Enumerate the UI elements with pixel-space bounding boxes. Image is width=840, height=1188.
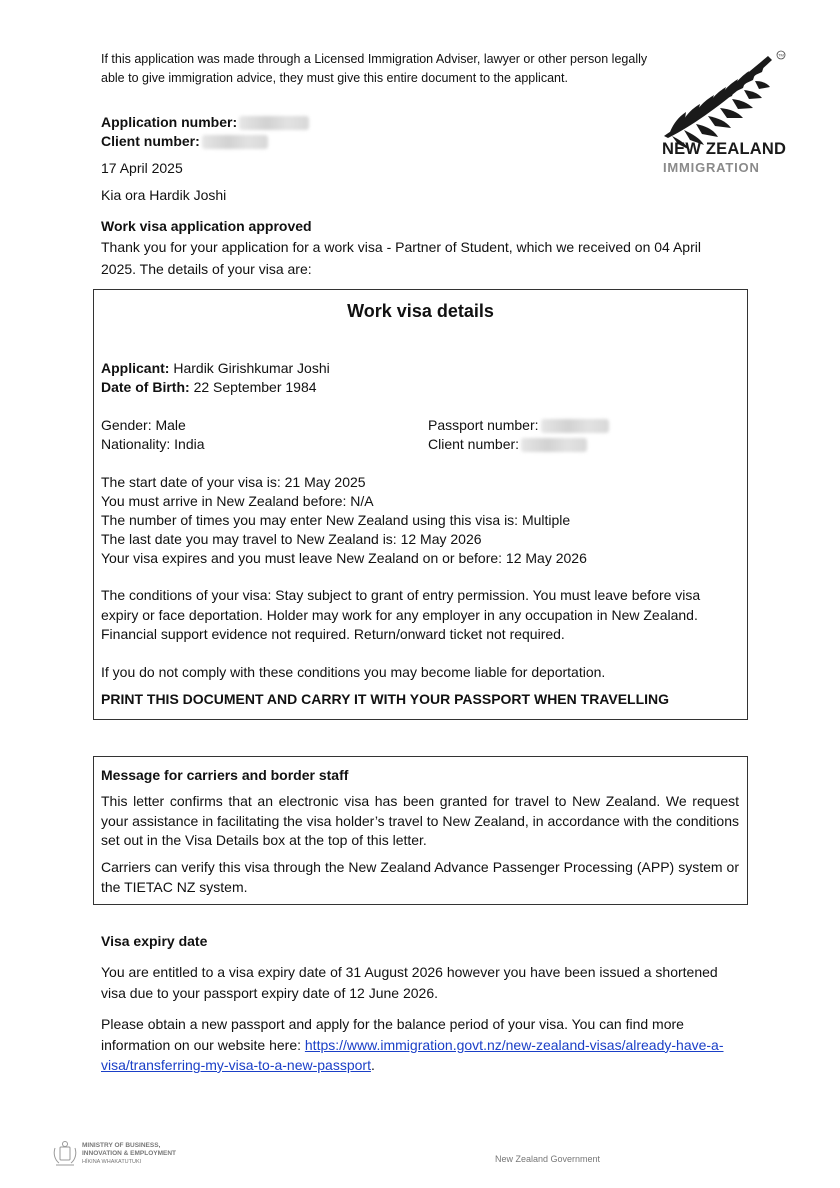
approval-heading: Work visa application approved: [101, 218, 312, 234]
print-notice: PRINT THIS DOCUMENT AND CARRY IT WITH YOUR PASSPORT WHEN TRAVELLING: [101, 691, 670, 707]
mbie-line-2: INNOVATION & EMPLOYMENT: [82, 1150, 177, 1157]
visa-client-number: Client number:: [428, 434, 587, 454]
redacted-passport-number: [541, 419, 609, 433]
nz-government-logo: New Zealand Government: [495, 1154, 601, 1164]
client-number: Client number:: [101, 131, 268, 151]
intro-notice: If this application was made through a Licensed Immigration Adviser, lawyer or other person legally able to give immigration advice, they must give this entire document to the applicant.: [101, 52, 648, 85]
approval-body: Thank you for your application for a work visa - Partner of Student, which we received on 04 April 2025. The details of your visa are:: [101, 239, 701, 277]
arrive-before: You must arrive in New Zealand before: N/A: [101, 493, 374, 509]
number-of-entries: The number of times you may enter New Zealand using this visa is: Multiple: [101, 512, 571, 528]
logo-new-zealand: NEW ZEALAND: [662, 140, 787, 158]
passport-transfer-link[interactable]: https://www.immigration.govt.nz/new-zealand-visas/already-have-a-visa/transferring-my-visa-to-a-new-passport: [101, 1036, 724, 1073]
visa-start-date: The start date of your visa is: 21 May 2025: [101, 474, 366, 490]
redacted-visa-client-number: [521, 438, 587, 452]
greeting: Kia ora Hardik Joshi: [101, 187, 227, 203]
application-number: Application number:: [101, 112, 309, 132]
trademark-mark: TM: [778, 52, 784, 58]
carriers-paragraph-2: Carriers can verify this visa through the New Zealand Advance Passenger Processing (APP) system or the TIETAC NZ system.: [101, 859, 739, 895]
logo-immigration: IMMIGRATION: [663, 160, 760, 175]
mbie-line-3: HĪKINA WHAKATUTUKI: [82, 1159, 142, 1165]
mbie-line-1: MINISTRY OF BUSINESS,: [82, 1142, 161, 1149]
redacted-client-number: [202, 135, 268, 149]
visa-details-title: Work visa details: [347, 301, 494, 321]
gender: Gender: Male: [101, 417, 186, 433]
last-travel-date: The last date you may travel to New Zealand is: 12 May 2026: [101, 531, 482, 547]
expiry-heading: Visa expiry date: [101, 933, 208, 949]
nationality: Nationality: India: [101, 436, 205, 452]
coat-of-arms-icon: [52, 1140, 78, 1168]
dob-row: Date of Birth: 22 September 1984: [101, 379, 317, 395]
carriers-heading: Message for carriers and border staff: [101, 767, 349, 783]
expiry-paragraph-2: Please obtain a new passport and apply for the balance period of your visa. You can find more information on our website here: https://www.immigration.govt.nz/new-zealand-visas/already-have-a-visa/transferring-my-visa-to-a-new-passport.: [101, 1016, 724, 1073]
passport-number: Passport number:: [428, 415, 609, 435]
letter-date: 17 April 2025: [101, 160, 183, 176]
visa-conditions: The conditions of your visa: Stay subject to grant of entry permission. You must leave before visa expiry or face deportation. Holder may work for any employer in any occupation in New Zealand. Financial support evidence not required. Return/onward ticket not required.: [101, 587, 701, 642]
visa-expiry: Your visa expires and you must leave New Zealand on or before: 12 May 2026: [101, 550, 587, 566]
mbie-logo: [52, 1140, 212, 1170]
applicant-row: Applicant: Hardik Girishkumar Joshi: [101, 360, 330, 376]
carriers-paragraph-1: This letter confirms that an electronic visa has been granted for travel to New Zealand. We request your assistance in facilitating the visa holder’s travel to New Zealand, in accordance with the conditions set out in the Visa Details box at the top of this letter.: [101, 793, 739, 848]
redacted-application-number: [239, 116, 309, 130]
expiry-paragraph-1: You are entitled to a visa expiry date of 31 August 2026 however you have been issued a shortened visa due to your passport expiry date of 12 June 2026.: [101, 964, 718, 1001]
comply-warning: If you do not comply with these conditions you may become liable for deportation.: [101, 664, 606, 680]
